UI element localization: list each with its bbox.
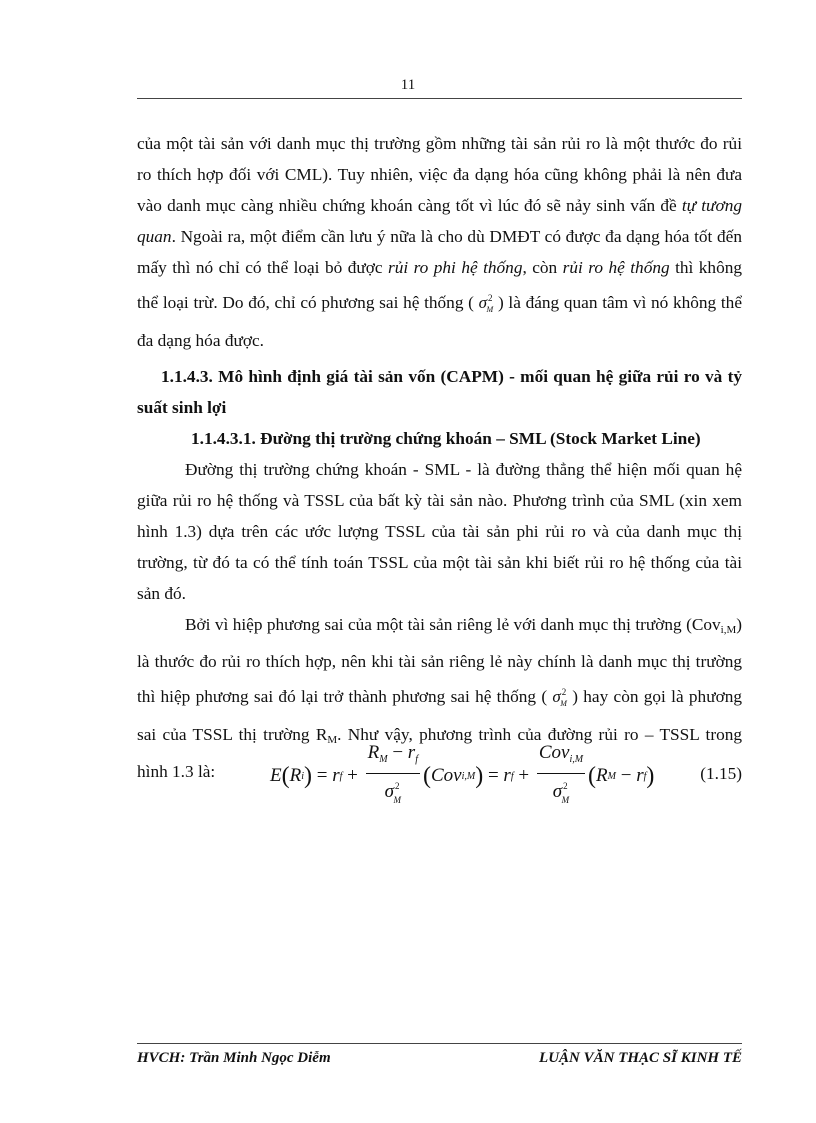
header-rule — [137, 98, 742, 99]
para3-text-3: ) hay còn gọi là phương sai của TSSL thị trường R — [137, 687, 742, 744]
eq-sub: M — [393, 794, 401, 805]
paragraph-1 — [137, 128, 742, 356]
eq-sub: M — [379, 753, 388, 765]
eq-fraction-2-denominator — [553, 774, 569, 812]
eq-cov: Cov — [430, 765, 462, 786]
subsection-heading-sml: 1.1.4.3.1. Đường thị trường chứng khoán – SML (Stock Market Line) — [191, 429, 701, 448]
eq-rm: R — [596, 765, 608, 786]
eq-fraction-1 — [366, 741, 420, 812]
eq-paren: ) — [304, 762, 312, 789]
eq-sub: i — [301, 770, 304, 782]
sigma-superscript-2: 2 — [561, 687, 567, 697]
eq-sub: i,M — [569, 753, 584, 765]
eq-fraction-2-numerator — [537, 741, 585, 774]
eq-sigma: σ — [384, 780, 394, 802]
eq-rf: r — [636, 765, 644, 786]
eq-sub: f — [643, 770, 647, 782]
para3-text-2: ) là thước đo rủi ro thích hợp, nên khi tài sản riêng lẻ này chính là danh mục thị trường thì hiệp phương sai đó lại trở thành phương sai hệ thống ( — [137, 615, 742, 706]
eq-rf: r — [332, 765, 340, 786]
eq-fraction-2 — [537, 741, 585, 812]
eq-sub: M — [561, 794, 570, 805]
cov-subscript: i,M — [720, 624, 737, 636]
equation-number: (1.15) — [700, 764, 742, 783]
paragraph-2: Đường thị trường chứng khoán - SML - là đường thẳng thể hiện mối quan hệ giữa rủi ro hệ thống và TSSL của bất kỳ tài sản nào. Phương trình của SML (xin xem hình 1.3) dựa trên các ước lượng TSSL của tài sản phi rủi ro và của danh mục thị trường, từ đó ta có thể tính toán TSSL của một tài sản khi biết rủi ro hệ thống của tài sản đó. — [137, 460, 742, 603]
eq-cov: Cov — [538, 741, 570, 763]
para1-emphasis-3: rủi ro hệ thống — [562, 258, 670, 277]
eq-plus: + — [513, 765, 534, 786]
eq-minus: − — [616, 765, 637, 786]
eq-sub: M — [607, 770, 616, 782]
document-body — [137, 128, 742, 787]
eq-expectation: E — [270, 765, 282, 786]
eq-rm: R — [367, 741, 380, 763]
eq-rf: r — [503, 765, 511, 786]
eq-fraction-1-denominator — [385, 774, 401, 812]
para3-text-4: . Như vậy, phương trình của đường rủi ro – TSSL trong hình 1.3 là: — [137, 725, 742, 781]
eq-sub: f — [415, 753, 418, 765]
para1-text-3: , còn — [522, 258, 563, 277]
section-heading-capm: 1.1.4.3. Mô hình định giá tài sản vốn (CAPM) - mối quan hệ giữa rủi ro và tỷ suất sinh lợi — [137, 367, 742, 417]
equation-formula — [270, 742, 654, 810]
eq-sup: 2 — [563, 780, 568, 791]
footer-rule — [137, 1043, 742, 1044]
eq-equals: = — [312, 765, 333, 786]
rm-subscript: M — [327, 734, 338, 746]
para3-text-1: Bởi vì hiệp phương sai của một tài sản riêng lẻ với danh mục thị trường (Cov — [185, 615, 721, 634]
para1-text-5: ) là đáng quan tâm vì nó không thể đa dạng hóa được. — [137, 293, 742, 350]
eq-paren: ) — [475, 762, 484, 789]
eq-sub: i,M — [461, 770, 476, 782]
para1-text-4: thì không thể loại trừ. Do đó, chỉ có phương sai hệ thống ( — [137, 258, 742, 312]
eq-sup: 2 — [394, 780, 400, 791]
equation-1-15 — [137, 742, 742, 810]
eq-sub: f — [339, 770, 343, 782]
page-number: 11 — [400, 77, 416, 93]
sigma-superscript: 2 — [488, 293, 493, 303]
para1-emphasis-2: rủi ro phi hệ thống — [387, 258, 523, 277]
eq-paren: ( — [422, 762, 431, 789]
eq-sigma: σ — [552, 780, 563, 802]
sigma-symbol: σ — [478, 293, 488, 312]
eq-paren: ( — [588, 762, 597, 789]
eq-minus: − — [387, 741, 408, 763]
eq-fraction-1-numerator — [366, 741, 420, 774]
sigma-symbol-2: σ — [552, 687, 561, 706]
footer-thesis-type: LUẬN VĂN THẠC SĨ KINH TẾ — [539, 1050, 742, 1066]
eq-equals: = — [483, 765, 504, 786]
para1-text-2: . Ngoài ra, một điểm cần lưu ý nữa là cho dù DMĐT có được đa dạng hóa tốt đến mấy thì nó chỉ có thể loại bỏ được — [137, 227, 742, 277]
sigma-subscript: M — [486, 305, 494, 314]
para1-text-1: của một tài sản với danh mục thị trường gồm những tài sản rủi ro là một thước đo rủi ro thích hợp đối với CML). Tuy nhiên, việc đa dạng hóa cũng không phải là nên đưa vào danh mục càng nhiều chứng khoán càng tốt vì lúc đó sẽ nảy sinh vấn đề — [137, 134, 742, 215]
eq-plus: + — [342, 765, 363, 786]
eq-paren: ) — [646, 762, 655, 789]
eq-return: R — [289, 765, 302, 786]
para1-emphasis-1: tự tương quan — [137, 196, 742, 246]
sigma-subscript-2: M — [560, 699, 567, 708]
eq-rf: r — [407, 741, 416, 763]
footer-author: HVCH: Trần Minh Ngọc Diễm — [137, 1050, 331, 1066]
eq-paren: ( — [281, 762, 290, 789]
eq-sub: f — [510, 770, 514, 782]
